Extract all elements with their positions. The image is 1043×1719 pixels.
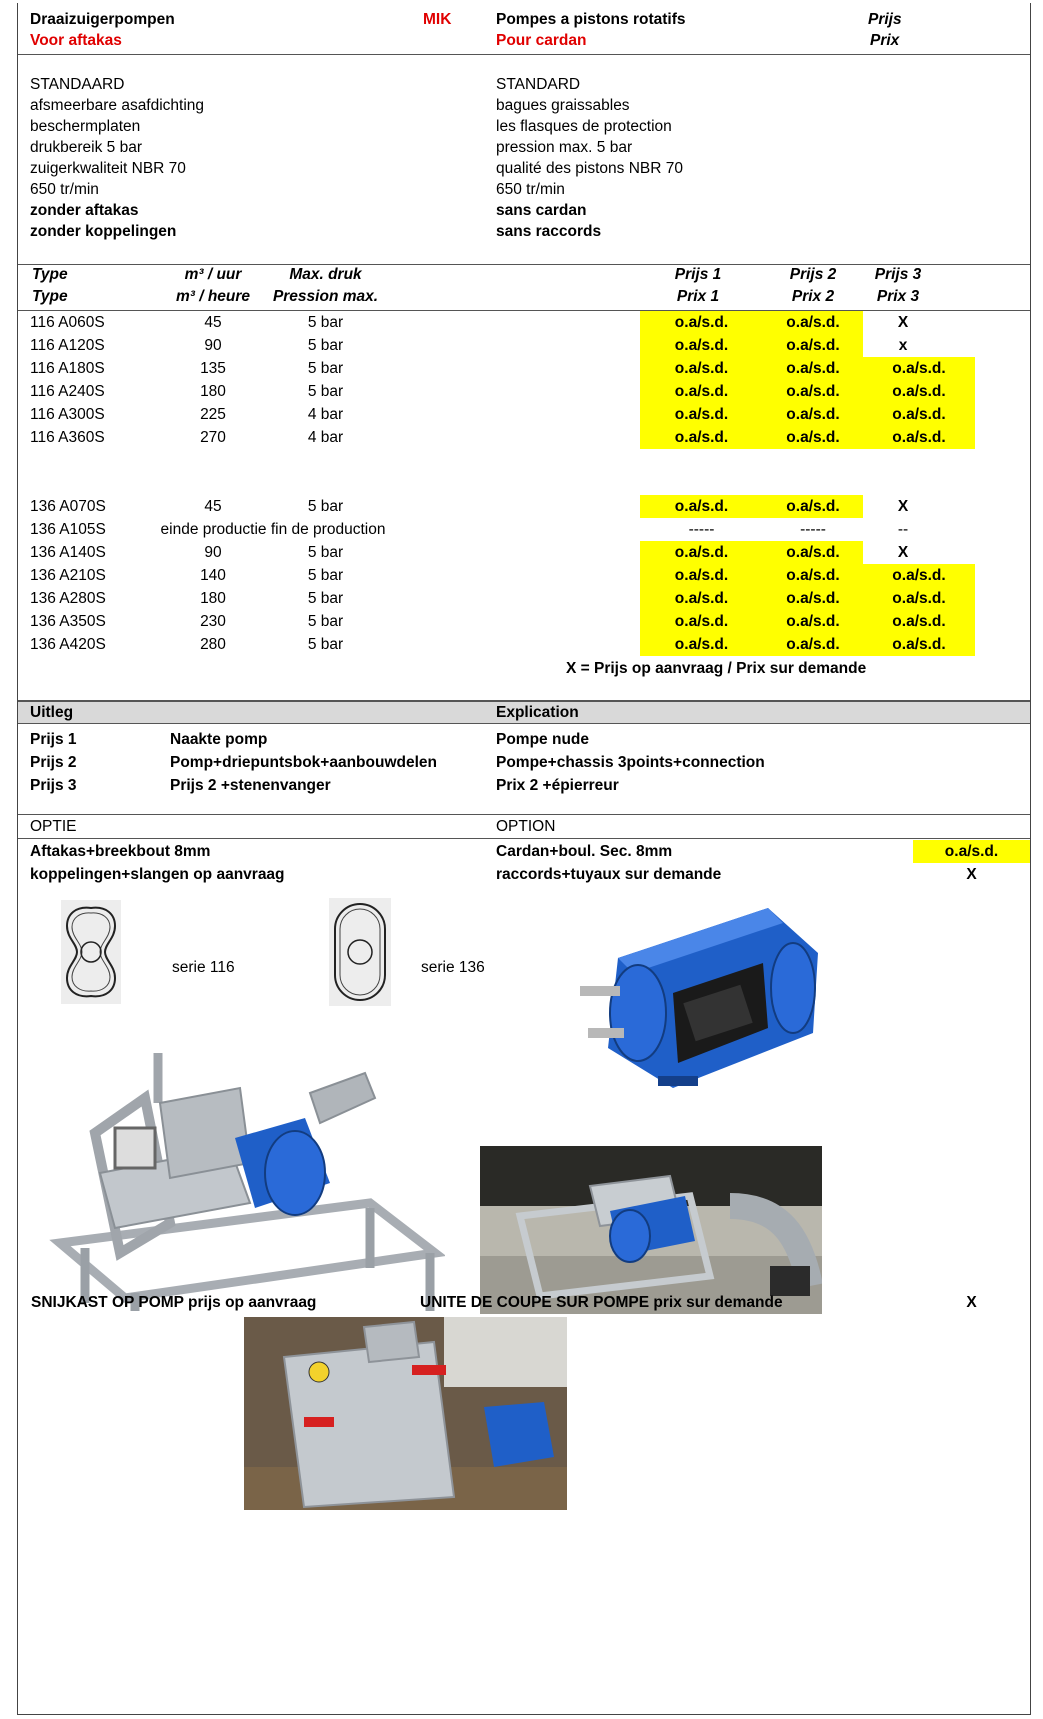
cell-price2: o.a/s.d. bbox=[763, 587, 863, 610]
cell-price2: o.a/s.d. bbox=[763, 633, 863, 656]
cell-pressure: 5 bar bbox=[307, 360, 344, 377]
col-header-price1-nl: Prijs 1 bbox=[674, 266, 722, 283]
cutter-photo bbox=[244, 1317, 567, 1510]
option-nl: koppelingen+slangen op aanvraag bbox=[30, 866, 285, 883]
standard-nl-item: zonder koppelingen bbox=[30, 223, 177, 240]
divider bbox=[18, 54, 1030, 55]
col-header-type-nl: Type bbox=[32, 266, 68, 283]
col-header-price2-nl: Prijs 2 bbox=[789, 266, 837, 283]
cell-type: 136 A070S bbox=[30, 498, 106, 515]
table-row bbox=[18, 610, 1030, 633]
cell-price1: o.a/s.d. bbox=[640, 495, 763, 518]
table-row bbox=[18, 403, 1030, 426]
cell-pressure: 5 bar bbox=[307, 567, 344, 584]
cell-flow: einde productie fin de production bbox=[160, 521, 386, 538]
cell-price2: o.a/s.d. bbox=[763, 357, 863, 380]
cell-flow: 180 bbox=[200, 590, 226, 607]
cell-price3: X bbox=[897, 544, 909, 561]
cell-price3: o.a/s.d. bbox=[863, 426, 975, 449]
table-row bbox=[18, 518, 1030, 541]
legend-key: Prijs 2 bbox=[30, 754, 77, 771]
cell-pressure: 4 bar bbox=[307, 429, 344, 446]
table-row bbox=[18, 357, 1030, 380]
cell-flow: 135 bbox=[200, 360, 226, 377]
table-row bbox=[18, 541, 1030, 564]
col-header-flow-fr: m³ / heure bbox=[175, 288, 251, 305]
header-price-nl: Prijs bbox=[868, 11, 902, 28]
divider bbox=[18, 264, 1030, 265]
cell-price3: o.a/s.d. bbox=[863, 564, 975, 587]
cell-flow: 230 bbox=[200, 613, 226, 630]
table-row bbox=[18, 587, 1030, 610]
cell-pressure: 5 bar bbox=[307, 544, 344, 561]
serie-136-label: serie 136 bbox=[421, 959, 485, 976]
cell-price1: o.a/s.d. bbox=[640, 633, 763, 656]
cell-price1: o.a/s.d. bbox=[640, 587, 763, 610]
cell-price1: o.a/s.d. bbox=[640, 311, 763, 334]
col-header-price3-nl: Prijs 3 bbox=[874, 266, 922, 283]
standard-fr-item: pression max. 5 bar bbox=[496, 139, 633, 156]
cell-type: 116 A240S bbox=[30, 383, 105, 400]
standard-fr-item: sans raccords bbox=[496, 223, 602, 240]
legend-key: Prijs 1 bbox=[30, 731, 77, 748]
standard-nl-item: STANDAARD bbox=[30, 76, 125, 93]
cell-price2: o.a/s.d. bbox=[763, 311, 863, 334]
cell-flow: 140 bbox=[200, 567, 226, 584]
legend-nl-title: Uitleg bbox=[30, 704, 74, 721]
cell-type: 116 A060S bbox=[30, 314, 105, 331]
legend-nl-value: Naakte pomp bbox=[170, 731, 268, 748]
cell-flow: 180 bbox=[200, 383, 226, 400]
cell-price2: o.a/s.d. bbox=[763, 564, 863, 587]
cell-type: 116 A120S bbox=[30, 337, 105, 354]
cell-price1: o.a/s.d. bbox=[640, 541, 763, 564]
serie-116-label: serie 116 bbox=[172, 959, 235, 976]
option-price: o.a/s.d. bbox=[913, 840, 1030, 863]
cell-flow: 45 bbox=[204, 498, 222, 515]
cell-price1: o.a/s.d. bbox=[640, 610, 763, 633]
cell-price2: o.a/s.d. bbox=[763, 334, 863, 357]
cell-price3: -- bbox=[897, 521, 909, 538]
cutter-nl: SNIJKAST OP POMP prijs op aanvraag bbox=[31, 1294, 317, 1311]
cell-pressure: 5 bar bbox=[307, 636, 344, 653]
cell-pressure: 5 bar bbox=[307, 383, 344, 400]
cell-price2: o.a/s.d. bbox=[763, 380, 863, 403]
cell-pressure: 5 bar bbox=[307, 314, 344, 331]
legend-fr-value: Pompe+chassis 3points+connection bbox=[496, 754, 765, 771]
legend-keys bbox=[30, 728, 77, 797]
pump-frame-photo bbox=[40, 1043, 445, 1315]
cell-price3: o.a/s.d. bbox=[863, 587, 975, 610]
option-nl: Aftakas+breekbout 8mm bbox=[30, 843, 211, 860]
standard-fr-item: sans cardan bbox=[496, 202, 587, 219]
col-header-price1-fr: Prix 1 bbox=[676, 288, 720, 305]
cell-price1: o.a/s.d. bbox=[640, 564, 763, 587]
cell-flow: 45 bbox=[204, 314, 222, 331]
options-nl-title: OPTIE bbox=[30, 818, 77, 835]
table-footnote: X = Prijs op aanvraag / Prix sur demande bbox=[566, 660, 867, 677]
legend-nl-values bbox=[170, 728, 437, 797]
cell-price2: ----- bbox=[800, 521, 826, 538]
standard-fr-item: STANDARD bbox=[496, 76, 581, 93]
cell-price1: ----- bbox=[688, 521, 715, 538]
cell-type: 136 A210S bbox=[30, 567, 106, 584]
cell-type: 136 A280S bbox=[30, 590, 106, 607]
table-row bbox=[18, 633, 1030, 656]
cell-pressure: 5 bar bbox=[307, 590, 344, 607]
standard-fr-item: bagues graissables bbox=[496, 97, 630, 114]
standard-nl-item: zonder aftakas bbox=[30, 202, 139, 219]
cell-type: 136 A140S bbox=[30, 544, 106, 561]
pump-photo bbox=[578, 898, 838, 1093]
cell-price1: o.a/s.d. bbox=[640, 357, 763, 380]
serie-116-diagram bbox=[61, 900, 121, 1004]
options-fr-title: OPTION bbox=[496, 818, 556, 835]
table-row bbox=[18, 380, 1030, 403]
option-price: X bbox=[966, 866, 977, 883]
table-row bbox=[18, 564, 1030, 587]
col-header-price2-fr: Prix 2 bbox=[791, 288, 835, 305]
divider bbox=[18, 814, 1030, 815]
cell-price3: o.a/s.d. bbox=[863, 357, 975, 380]
legend-fr-title: Explication bbox=[496, 704, 579, 721]
cell-type: 136 A105S bbox=[30, 521, 106, 538]
legend-key: Prijs 3 bbox=[30, 777, 77, 794]
cell-pressure: 5 bar bbox=[307, 498, 344, 515]
cell-flow: 270 bbox=[200, 429, 226, 446]
cell-type: 136 A350S bbox=[30, 613, 106, 630]
header-fr-title: Pompes a pistons rotatifs bbox=[496, 11, 686, 28]
header-nl-title: Draaizuigerpompen bbox=[30, 11, 175, 28]
legend-nl-value: Prijs 2 +stenenvanger bbox=[170, 777, 331, 794]
standard-nl-item: zuigerkwaliteit NBR 70 bbox=[30, 160, 186, 177]
cell-price3: o.a/s.d. bbox=[863, 380, 975, 403]
legend-header-bar bbox=[18, 701, 1030, 724]
standard-nl-item: drukbereik 5 bar bbox=[30, 139, 143, 156]
cell-type: 116 A300S bbox=[30, 406, 105, 423]
cell-price2: o.a/s.d. bbox=[763, 495, 863, 518]
cell-price2: o.a/s.d. bbox=[763, 403, 863, 426]
cutter-fr: UNITE DE COUPE SUR POMPE prix sur demande bbox=[420, 1294, 783, 1311]
legend-fr-value: Pompe nude bbox=[496, 731, 590, 748]
table-row bbox=[18, 334, 1030, 357]
col-header-pressure-fr: Pression max. bbox=[272, 288, 379, 305]
legend-nl-value: Pomp+driepuntsbok+aanbouwdelen bbox=[170, 754, 437, 771]
brand-label: MIK bbox=[423, 11, 452, 28]
standard-nl-item: 650 tr/min bbox=[30, 181, 99, 198]
cell-price3: o.a/s.d. bbox=[863, 403, 975, 426]
cell-price3: o.a/s.d. bbox=[863, 610, 975, 633]
installed-pump-photo bbox=[480, 1146, 822, 1314]
standard-nl-item: beschermplaten bbox=[30, 118, 141, 135]
cell-price2: o.a/s.d. bbox=[763, 426, 863, 449]
divider bbox=[18, 838, 1030, 839]
cell-flow: 90 bbox=[204, 337, 222, 354]
cell-type: 116 A360S bbox=[30, 429, 105, 446]
header-price-fr: Prix bbox=[870, 32, 900, 49]
standard-fr-item: 650 tr/min bbox=[496, 181, 565, 198]
standard-nl-list bbox=[30, 74, 204, 242]
cell-flow: 90 bbox=[204, 544, 222, 561]
cell-flow: 280 bbox=[200, 636, 226, 653]
cell-pressure: 5 bar bbox=[307, 613, 344, 630]
standard-fr-item: les flasques de protection bbox=[496, 118, 672, 135]
cutter-price: X bbox=[966, 1294, 977, 1311]
price-sheet bbox=[17, 3, 1031, 1715]
option-fr: Cardan+boul. Sec. 8mm bbox=[496, 843, 673, 860]
col-header-price3-fr: Prix 3 bbox=[876, 288, 920, 305]
cell-flow: 225 bbox=[200, 406, 226, 423]
col-header-flow-nl: m³ / uur bbox=[184, 266, 242, 283]
cell-price3: x bbox=[898, 337, 908, 354]
standard-fr-item: qualité des pistons NBR 70 bbox=[496, 160, 683, 177]
cell-price3: o.a/s.d. bbox=[863, 633, 975, 656]
legend-fr-values bbox=[496, 728, 765, 797]
option-row bbox=[18, 840, 1030, 863]
cell-type: 136 A420S bbox=[30, 636, 106, 653]
cell-price1: o.a/s.d. bbox=[640, 380, 763, 403]
cell-price1: o.a/s.d. bbox=[640, 403, 763, 426]
table-row bbox=[18, 311, 1030, 334]
col-header-pressure-nl: Max. druk bbox=[289, 266, 362, 283]
table-row bbox=[18, 426, 1030, 449]
cell-price2: o.a/s.d. bbox=[763, 610, 863, 633]
table-row bbox=[18, 495, 1030, 518]
cell-pressure: 5 bar bbox=[307, 337, 344, 354]
option-fr: raccords+tuyaux sur demande bbox=[496, 866, 722, 883]
standard-nl-item: afsmeerbare asafdichting bbox=[30, 97, 205, 114]
col-header-type-fr: Type bbox=[32, 288, 68, 305]
standard-fr-list bbox=[496, 74, 683, 242]
cell-price1: o.a/s.d. bbox=[640, 334, 763, 357]
cell-price2: o.a/s.d. bbox=[763, 541, 863, 564]
cell-price1: o.a/s.d. bbox=[640, 426, 763, 449]
header-fr-subtitle: Pour cardan bbox=[496, 32, 587, 49]
cell-price3: X bbox=[897, 498, 909, 515]
header-nl-subtitle: Voor aftakas bbox=[30, 32, 122, 49]
serie-136-diagram bbox=[329, 898, 391, 1006]
cell-type: 116 A180S bbox=[30, 360, 105, 377]
cell-pressure: 4 bar bbox=[307, 406, 344, 423]
option-row bbox=[18, 863, 1030, 886]
legend-fr-value: Prix 2 +épierreur bbox=[496, 777, 619, 794]
cell-price3: X bbox=[897, 314, 909, 331]
